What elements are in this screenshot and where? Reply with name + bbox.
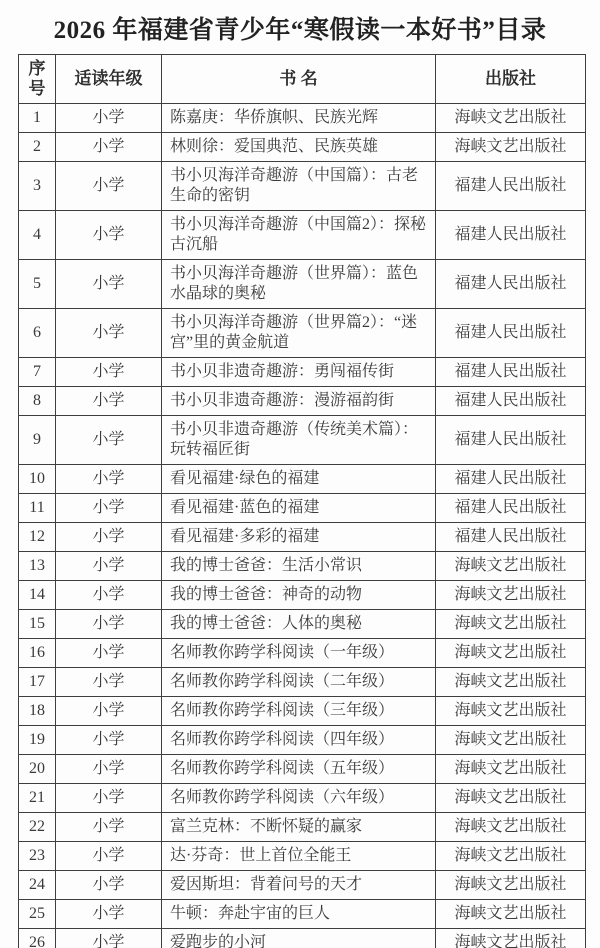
cell-publisher: 海峡文艺出版社 (436, 104, 586, 133)
cell-grade: 小学 (56, 104, 162, 133)
cell-grade: 小学 (56, 416, 162, 465)
table-row (19, 900, 586, 929)
cell-serial-number: 10 (19, 465, 56, 494)
cell-grade: 小学 (56, 387, 162, 416)
cell-grade: 小学 (56, 726, 162, 755)
cell-publisher: 海峡文艺出版社 (436, 552, 586, 581)
cell-grade: 小学 (56, 581, 162, 610)
cell-book-title: 书小贝海洋奇趣游（世界篇）：蓝色水晶球的奥秘 (162, 260, 436, 309)
cell-grade: 小学 (56, 523, 162, 552)
cell-publisher: 福建人民出版社 (436, 416, 586, 465)
table-row (19, 639, 586, 668)
cell-grade: 小学 (56, 465, 162, 494)
cell-publisher: 福建人民出版社 (436, 162, 586, 211)
cell-book-title: 林则徐：爱国典范、民族英雄 (162, 133, 436, 162)
table-row (19, 610, 586, 639)
header-grade: 适读年级 (56, 55, 162, 104)
cell-serial-number: 9 (19, 416, 56, 465)
cell-book-title: 牛顿：奔赴宇宙的巨人 (162, 900, 436, 929)
cell-grade: 小学 (56, 494, 162, 523)
cell-serial-number: 17 (19, 668, 56, 697)
header-publisher: 出版社 (436, 55, 586, 104)
header-book-name: 书 名 (162, 55, 436, 104)
cell-serial-number: 22 (19, 813, 56, 842)
cell-book-title: 我的博士爸爸：生活小常识 (162, 552, 436, 581)
cell-book-title: 书小贝海洋奇趣游（中国篇）：古老生命的密钥 (162, 162, 436, 211)
cell-grade: 小学 (56, 358, 162, 387)
cell-book-title: 我的博士爸爸：人体的奥秘 (162, 610, 436, 639)
cell-publisher: 福建人民出版社 (436, 523, 586, 552)
table-row (19, 755, 586, 784)
cell-book-title: 陈嘉庚：华侨旗帜、民族光辉 (162, 104, 436, 133)
table-row (19, 523, 586, 552)
table-row (19, 309, 586, 358)
cell-serial-number: 16 (19, 639, 56, 668)
cell-book-title: 富兰克林：不断怀疑的赢家 (162, 813, 436, 842)
cell-grade: 小学 (56, 309, 162, 358)
cell-book-title: 爱跑步的小河 (162, 929, 436, 948)
table-row (19, 211, 586, 260)
cell-serial-number: 20 (19, 755, 56, 784)
cell-grade: 小学 (56, 755, 162, 784)
table-row (19, 104, 586, 133)
cell-book-title: 书小贝海洋奇趣游（中国篇2）：探秘古沉船 (162, 211, 436, 260)
table-row (19, 358, 586, 387)
cell-book-title: 书小贝非遗奇趣游：勇闯福传街 (162, 358, 436, 387)
table-row (19, 697, 586, 726)
cell-grade: 小学 (56, 929, 162, 948)
cell-publisher: 福建人民出版社 (436, 260, 586, 309)
cell-book-title: 名师教你跨学科阅读（四年级） (162, 726, 436, 755)
table-row (19, 668, 586, 697)
cell-publisher: 海峡文艺出版社 (436, 842, 586, 871)
cell-serial-number: 18 (19, 697, 56, 726)
table-row (19, 465, 586, 494)
cell-book-title: 名师教你跨学科阅读（五年级） (162, 755, 436, 784)
header-serial-number: 序号 (19, 55, 56, 104)
cell-book-title: 看见福建·多彩的福建 (162, 523, 436, 552)
table-row (19, 162, 586, 211)
cell-publisher: 海峡文艺出版社 (436, 929, 586, 948)
page-title: 2026 年福建省青少年“寒假读一本好书”目录 (53, 17, 547, 44)
cell-grade: 小学 (56, 697, 162, 726)
cell-serial-number: 1 (19, 104, 56, 133)
cell-serial-number: 19 (19, 726, 56, 755)
cell-publisher: 海峡文艺出版社 (436, 668, 586, 697)
cell-serial-number: 5 (19, 260, 56, 309)
cell-serial-number: 26 (19, 929, 56, 948)
cell-book-title: 名师教你跨学科阅读（一年级） (162, 639, 436, 668)
cell-publisher: 海峡文艺出版社 (436, 755, 586, 784)
cell-grade: 小学 (56, 610, 162, 639)
cell-book-title: 书小贝海洋奇趣游（世界篇2）：“迷宫”里的黄金航道 (162, 309, 436, 358)
cell-grade: 小学 (56, 162, 162, 211)
cell-grade: 小学 (56, 784, 162, 813)
table-body (19, 104, 586, 948)
cell-publisher: 海峡文艺出版社 (436, 813, 586, 842)
cell-grade: 小学 (56, 639, 162, 668)
cell-serial-number: 25 (19, 900, 56, 929)
table-row (19, 416, 586, 465)
table-row (19, 494, 586, 523)
table-row (19, 871, 586, 900)
cell-book-title: 看见福建·绿色的福建 (162, 465, 436, 494)
cell-serial-number: 4 (19, 211, 56, 260)
cell-grade: 小学 (56, 133, 162, 162)
table-header (19, 55, 586, 104)
table-row (19, 784, 586, 813)
cell-grade: 小学 (56, 552, 162, 581)
table-row (19, 133, 586, 162)
cell-serial-number: 15 (19, 610, 56, 639)
table-row (19, 842, 586, 871)
cell-grade: 小学 (56, 900, 162, 929)
cell-serial-number: 13 (19, 552, 56, 581)
cell-publisher: 福建人民出版社 (436, 465, 586, 494)
cell-publisher: 福建人民出版社 (436, 494, 586, 523)
cell-publisher: 海峡文艺出版社 (436, 726, 586, 755)
cell-book-title: 爱因斯坦：背着问号的天才 (162, 871, 436, 900)
cell-serial-number: 12 (19, 523, 56, 552)
cell-publisher: 海峡文艺出版社 (436, 697, 586, 726)
cell-book-title: 名师教你跨学科阅读（三年级） (162, 697, 436, 726)
cell-book-title: 书小贝非遗奇趣游（传统美术篇）：玩转福匠街 (162, 416, 436, 465)
cell-book-title: 名师教你跨学科阅读（二年级） (162, 668, 436, 697)
cell-book-title: 书小贝非遗奇趣游：漫游福韵街 (162, 387, 436, 416)
cell-publisher: 海峡文艺出版社 (436, 581, 586, 610)
cell-book-title: 我的博士爸爸：神奇的动物 (162, 581, 436, 610)
table-row (19, 929, 586, 948)
cell-publisher: 海峡文艺出版社 (436, 871, 586, 900)
cell-publisher: 海峡文艺出版社 (436, 133, 586, 162)
cell-serial-number: 23 (19, 842, 56, 871)
cell-grade: 小学 (56, 211, 162, 260)
cell-serial-number: 24 (19, 871, 56, 900)
table-row (19, 581, 586, 610)
cell-serial-number: 7 (19, 358, 56, 387)
cell-serial-number: 14 (19, 581, 56, 610)
cell-publisher: 福建人民出版社 (436, 358, 586, 387)
cell-grade: 小学 (56, 842, 162, 871)
cell-serial-number: 21 (19, 784, 56, 813)
cell-publisher: 福建人民出版社 (436, 211, 586, 260)
cell-grade: 小学 (56, 813, 162, 842)
book-catalog-table (18, 54, 586, 948)
cell-book-title: 看见福建·蓝色的福建 (162, 494, 436, 523)
cell-serial-number: 6 (19, 309, 56, 358)
cell-grade: 小学 (56, 260, 162, 309)
cell-serial-number: 3 (19, 162, 56, 211)
cell-publisher: 海峡文艺出版社 (436, 900, 586, 929)
cell-publisher: 海峡文艺出版社 (436, 610, 586, 639)
cell-serial-number: 11 (19, 494, 56, 523)
cell-grade: 小学 (56, 871, 162, 900)
cell-serial-number: 8 (19, 387, 56, 416)
cell-serial-number: 2 (19, 133, 56, 162)
cell-grade: 小学 (56, 668, 162, 697)
table-row (19, 813, 586, 842)
cell-publisher: 海峡文艺出版社 (436, 639, 586, 668)
table-row (19, 552, 586, 581)
table-row (19, 726, 586, 755)
table-row (19, 260, 586, 309)
cell-publisher: 福建人民出版社 (436, 309, 586, 358)
cell-publisher: 海峡文艺出版社 (436, 784, 586, 813)
table-row (19, 387, 586, 416)
cell-book-title: 名师教你跨学科阅读（六年级） (162, 784, 436, 813)
cell-publisher: 福建人民出版社 (436, 387, 586, 416)
cell-book-title: 达·芬奇：世上首位全能王 (162, 842, 436, 871)
